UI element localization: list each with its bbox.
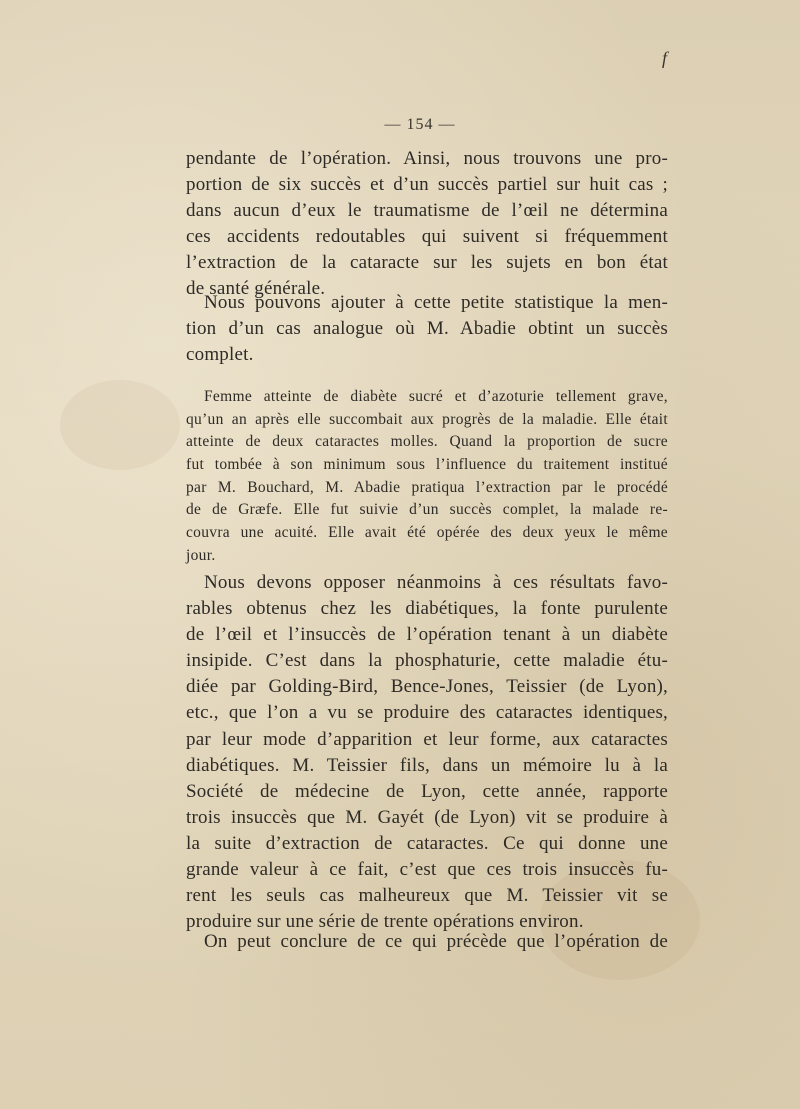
paragraph [186, 146, 668, 302]
text-line: produire sur une série de trente opérations environ. [186, 911, 584, 933]
case-note [186, 386, 668, 568]
text-line: diée par Golding-Bird, Bence-Jones, Teissier (de Lyon), [186, 676, 668, 698]
text-line: dans aucun d’eux le traumatisme de l’œil ne détermina [186, 200, 668, 221]
text-line: rent les seuls cas malheureux que M. Teissier vit se [186, 885, 668, 907]
paragraph [186, 929, 668, 955]
text-line: trois insuccès que M. Gayét (de Lyon) vit se produire à [186, 806, 668, 828]
paragraph [186, 290, 668, 368]
text-line: complet. [186, 344, 254, 365]
text-line: de santé générale. [186, 278, 326, 299]
text-line: l’extraction de la cataracte sur les sujets en bon état [186, 252, 668, 273]
text-line: tion d’un cas analogue où M. Abadie obtint un succès [186, 318, 668, 339]
text-line: la suite d’extraction de cataractes. Ce qui donne une [186, 832, 668, 854]
text-line: Nous pouvons ajouter à cette petite statistique la men- [204, 292, 668, 313]
text-line: On peut conclure de ce qui précède que l’opération de [204, 931, 668, 952]
text-line: rables obtenus chez les diabétiques, la fonte purulente [186, 598, 668, 620]
page-number: — 154 — [384, 116, 456, 133]
corner-mark: f [662, 48, 668, 68]
text-line: atteinte de deux cataractes molles. Quand la proportion de sucre [186, 433, 668, 451]
text-line: de l’œil et l’insuccès de l’opération tenant à un diabète [186, 624, 668, 646]
text-line: pendante de l’opération. Ainsi, nous trouvons une pro- [186, 148, 668, 169]
text-line: portion de six succès et d’un succès partiel sur huit cas ; [186, 174, 668, 195]
paper-stain [60, 380, 180, 470]
text-line: etc., que l’on a vu se produire des cataractes identiques, [186, 702, 668, 724]
text-line: Nous devons opposer néanmoins à ces résultats favo- [204, 572, 668, 593]
text-line: ces accidents redoutables qui suivent si fréquemment [186, 226, 668, 247]
text-line: insipide. C’est dans la phosphaturie, cette maladie étu- [186, 650, 668, 672]
text-line: par M. Bouchard, M. Abadie pratiqua l’extraction par le procédé [186, 478, 668, 496]
text-line: qu’un an après elle succombait aux progrès de la maladie. Elle était [186, 410, 668, 428]
text-line: par leur mode d’apparition et leur forme, aux cataractes [186, 728, 668, 750]
text-line: diabétiques. M. Teissier fils, dans un mémoire lu à la [186, 754, 668, 776]
text-line: Société de médecine de Lyon, cette année, rapporte [186, 780, 668, 802]
text-line: couvra une acuité. Elle avait été opérée des deux yeux le même [186, 524, 668, 542]
paragraph [186, 570, 668, 935]
text-line: fut tombée à son minimum sous l’influence du traitement institué [186, 456, 668, 474]
text-line: jour. [186, 546, 216, 564]
text-line: Femme atteinte de diabète sucré et d’azoturie tellement grave, [204, 388, 668, 405]
text-line: grande valeur à ce fait, c’est que ces trois insuccès fu- [186, 859, 668, 881]
text-line: de de Græfe. Elle fut suivie d’un succès complet, la malade re- [186, 501, 668, 519]
